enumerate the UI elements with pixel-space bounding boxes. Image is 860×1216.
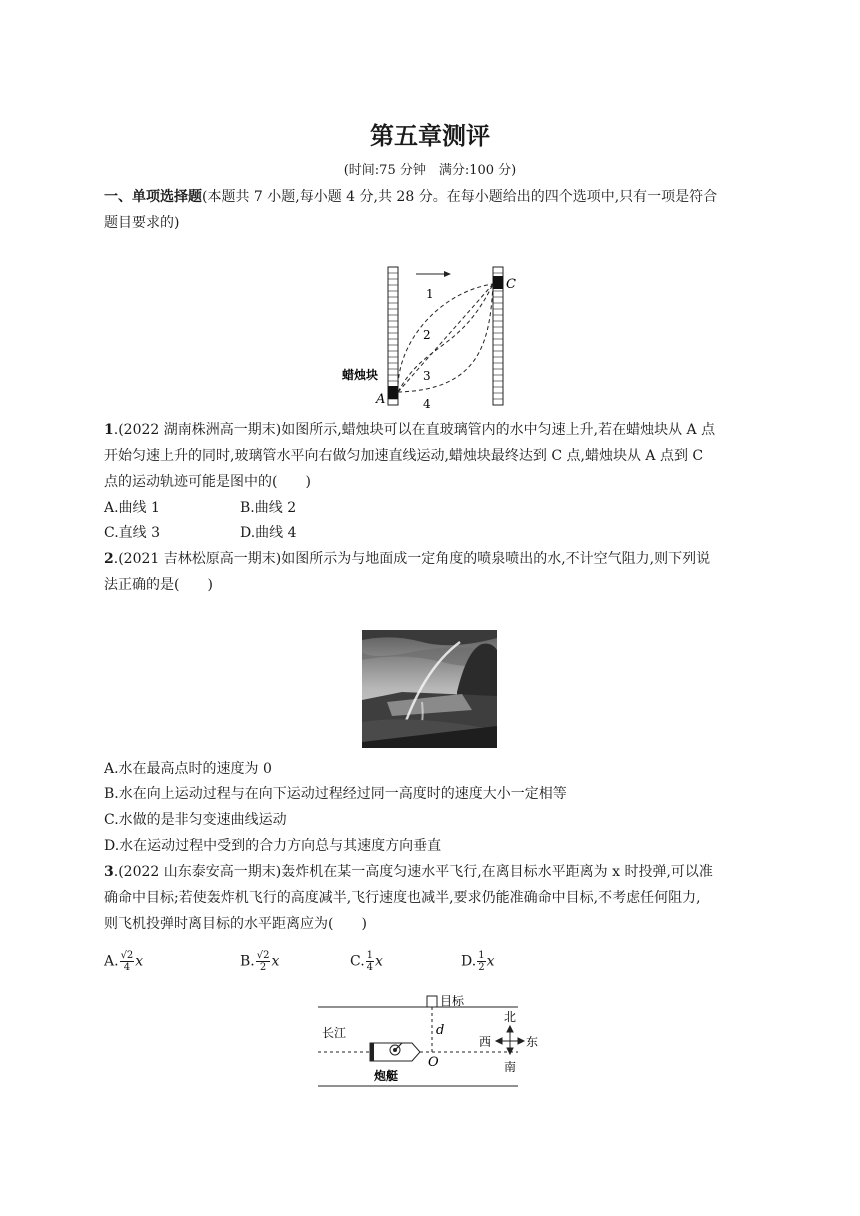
gunboat-icon — [370, 1043, 420, 1061]
candle-label: 蜡烛块 — [342, 368, 379, 382]
q3-line3: 则飞机投弹时离目标的水平距离应为( ) — [104, 916, 367, 932]
target-label: 目标 — [440, 994, 465, 1008]
q1-line2: 开始匀速上升的同时,玻璃管水平向右做匀加速直线运动,蜡烛块最终达到 C 点,蜡烛块从 A 点到 C — [104, 448, 704, 464]
curve-label-3: 3 — [423, 369, 431, 383]
point-c-label: C — [506, 277, 516, 292]
q2-line2: 法正确的是( ) — [104, 577, 213, 593]
river-boat-figure — [316, 990, 546, 1095]
line-3 — [398, 284, 493, 392]
q2-number: 2 — [104, 551, 114, 567]
boat-label: 炮艇 — [374, 1069, 399, 1083]
q2-option-b: B.水在向上运动过程与在向下运动过程经过同一高度时的速度大小一定相等 — [104, 786, 567, 802]
distance-d-label: d — [436, 1023, 445, 1038]
q1-text: .(2022 湖南株洲高一期末)如图所示,蜡烛块可以在直玻璃管内的水中匀速上升,若在蜡烛块从 A 点 — [113, 422, 716, 438]
q3-option-c: C. $\frac{1}{4}$ x — [350, 950, 383, 973]
page-title: 第五章测评 — [370, 122, 490, 150]
q1-option-c: C.直线 3 — [104, 525, 161, 541]
section-desc-line2: 题目要求的) — [104, 215, 180, 231]
q1-number: 1 — [104, 422, 114, 438]
q2-option-d: D.水在运动过程中受到的合力方向总与其速度方向垂直 — [104, 838, 442, 854]
q3-line2: 确命中目标;若使轰炸机飞行的高度减半,飞行速度也减半,要求仍能准确命中目标,不考虑任何阻力, — [104, 890, 701, 906]
point-a-label: A — [376, 392, 386, 407]
section-instructions — [104, 187, 717, 207]
q3-option-d: D. $\frac{1}{2}$ x — [461, 950, 495, 973]
curve-label-2: 2 — [423, 328, 431, 342]
q3-text: .(2022 山东泰安高一期末)轰炸机在某一高度匀速水平飞行,在离目标水平距离为 x 时投弹,可以准 — [113, 864, 713, 880]
candle-tube-figure — [330, 262, 530, 412]
q3-option-b: B. $\frac{√2}{2}$ x — [240, 950, 280, 973]
point-o-label: O — [428, 1055, 439, 1070]
section-heading: 一、单项选择题 — [104, 189, 202, 205]
q1-option-d: D.曲线 4 — [240, 525, 297, 541]
river-label: 长江 — [322, 1026, 347, 1040]
q3-number: 3 — [104, 864, 114, 880]
compass-east: 东 — [526, 1035, 539, 1049]
q3-option-a: A. $\frac{√2}{4}$ x — [104, 950, 144, 973]
q1-line3: 点的运动轨迹可能是图中的( ) — [104, 474, 311, 490]
compass-north: 北 — [504, 1010, 517, 1024]
q2-text: .(2021 吉林松原高一期末)如图所示为与地面成一定角度的喷泉喷出的水,不计空气阻力,则下列说 — [113, 551, 711, 567]
section-desc-line1: (本题共 7 小题,每小题 4 分,共 28 分。在每小题给出的四个选项中,只有一项是符合 — [202, 189, 718, 205]
compass-icon — [496, 1026, 524, 1054]
q1-option-b: B.曲线 2 — [240, 500, 297, 516]
curve-label-1: 1 — [426, 287, 434, 301]
q3-line1 — [104, 862, 713, 882]
compass-west: 西 — [479, 1035, 492, 1049]
q1-option-a: A.曲线 1 — [104, 500, 160, 516]
q2-option-a: A.水在最高点时的速度为 0 — [104, 761, 272, 777]
q2-line1 — [104, 549, 710, 569]
exam-info: (时间:75 分钟 满分:100 分) — [343, 163, 517, 178]
q1-line1 — [104, 420, 715, 440]
compass-south: 南 — [504, 1060, 517, 1074]
fountain-photo — [362, 630, 497, 748]
arrow-right-icon — [444, 271, 451, 277]
curve-label-4: 4 — [423, 397, 431, 411]
candle-block-a — [388, 386, 398, 399]
target-box — [427, 996, 437, 1007]
q2-option-c: C.水做的是非匀变速曲线运动 — [104, 812, 287, 828]
candle-block-c — [493, 276, 503, 289]
